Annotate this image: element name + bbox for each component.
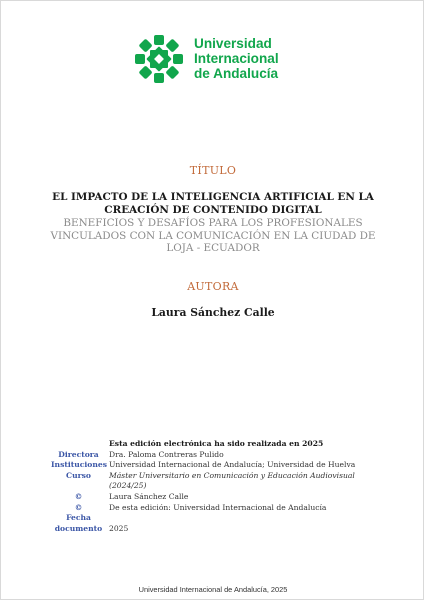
label-fecha: Fecha [66,513,91,523]
label-instituciones: Instituciones [51,460,107,470]
title-label: TÍTULO [189,164,237,177]
main-title: EL IMPACTO DE LA INTELIGENCIA ARTIFICIAL EN LA CREACIÓN DE CONTENIDO DIGITAL [52,191,374,216]
value-curso-year: (2024/25) [109,481,147,491]
logo-line-3: de Andalucía [194,66,279,81]
info-labels [51,450,106,535]
value-instituciones: Universidad Internacional de Andalucía; Universidad de Huelva [109,460,356,470]
info-values [109,450,355,535]
author-name: Laura Sánchez Calle [151,306,275,319]
value-directora: Dra. Paloma Contreras Pulido [109,449,224,459]
label-copyright-author: © [74,491,83,501]
university-logo [134,34,294,84]
label-directora: Directora [58,449,99,459]
logo-line-1: Universidad [194,36,272,51]
label-curso: Curso [66,470,91,480]
edition-heading: Esta edición electrónica ha sido realizada en 2025 [109,439,324,448]
value-copyright-edition: De esta edición: Universidad Internacional de Andalucía [109,502,327,512]
sub-title: BENEFICIOS Y DESAFÍOS PARA LOS PROFESIONALES VINCULADOS CON LA COMUNICACIÓN EN LA CIUDAD DE LOJA - ECUADOR [50,217,376,254]
value-blank [109,513,355,524]
logo-line-2: Internacional [194,51,279,66]
value-copyright-author: Laura Sánchez Calle [109,491,189,501]
value-fecha: 2025 [109,523,129,533]
label-documento: documento [54,523,103,533]
title-block [41,191,385,255]
author-label: AUTORA [187,280,239,293]
value-curso: Máster Universitario en Comunicación y Educación Audiovisual [109,470,355,480]
label-copyright-edition: © [74,502,83,512]
logo-wordmark [194,36,279,81]
footer-text: Universidad Internacional de Andalucía, 2025 [138,585,288,594]
uia-star-logo-icon [134,34,184,84]
label-blank [51,481,106,492]
